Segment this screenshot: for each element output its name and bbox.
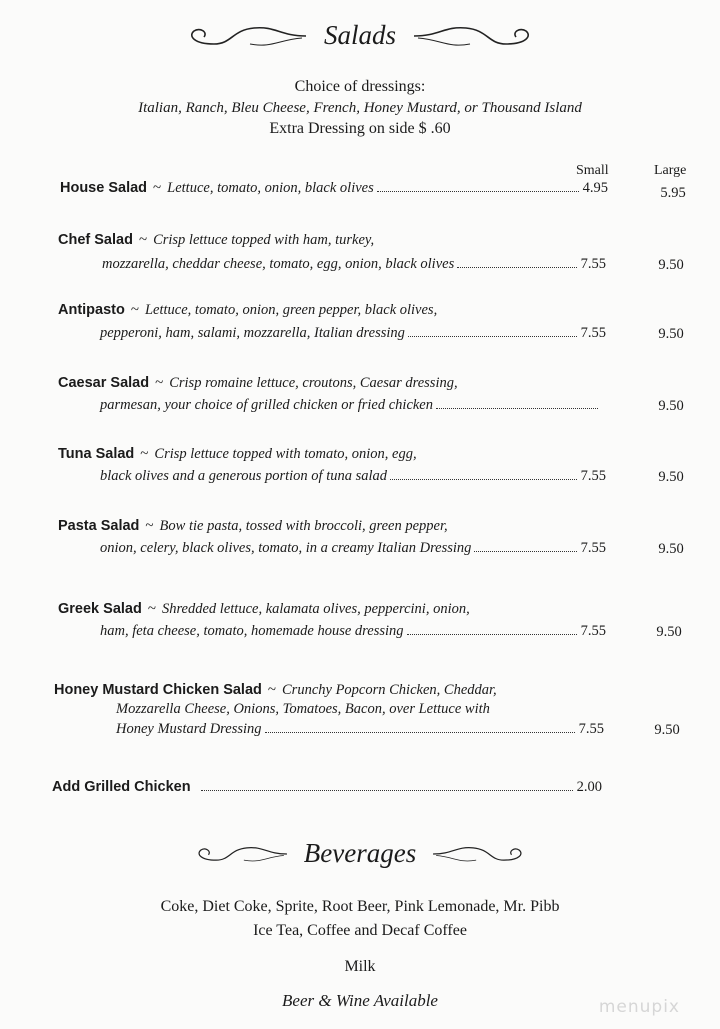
item-name: Add Grilled Chicken bbox=[52, 779, 191, 795]
dressings-list: Italian, Ranch, Bleu Cheese, French, Honey Mustard, or Thousand Island bbox=[138, 100, 582, 116]
price-large: 9.50 bbox=[658, 541, 684, 557]
item-name: Pasta Salad bbox=[58, 518, 140, 534]
leader-dots bbox=[201, 790, 573, 791]
leader-dots bbox=[407, 634, 577, 635]
item-description-cont: ham, feta cheese, tomato, homemade house dressing bbox=[100, 623, 404, 639]
item-name: Greek Salad bbox=[58, 601, 142, 617]
item-name: Tuna Salad bbox=[58, 446, 135, 462]
item-name: Honey Mustard Chicken Salad bbox=[54, 682, 262, 698]
item-separator: ~ bbox=[140, 446, 149, 462]
right-flourish-ornament bbox=[410, 22, 540, 50]
item-description: Lettuce, tomato, onion, black olives bbox=[167, 180, 374, 196]
leader-dots bbox=[436, 408, 598, 409]
leader-dots bbox=[408, 336, 577, 337]
item-separator: ~ bbox=[138, 232, 148, 248]
leader-dots bbox=[457, 267, 576, 268]
price-small: 7.55 bbox=[580, 325, 606, 341]
item-name: Chef Salad bbox=[58, 232, 133, 248]
item-description: Lettuce, tomato, onion, green pepper, black olives, bbox=[144, 302, 438, 318]
price-small: 4.95 bbox=[582, 180, 608, 196]
item-name: House Salad bbox=[60, 180, 148, 196]
price-large: 5.95 bbox=[660, 185, 686, 201]
watermark: menupix bbox=[598, 997, 680, 1017]
item-description-cont: mozzarella, cheddar cheese, tomato, egg, onion, black olives bbox=[102, 256, 455, 272]
item-description-cont: black olives and a generous portion of tuna salad bbox=[100, 468, 388, 484]
right-flourish-ornament bbox=[430, 840, 530, 868]
extra-dressing-note: Extra Dressing on side $ .60 bbox=[269, 120, 451, 137]
price-small: 7.55 bbox=[580, 256, 606, 272]
item-separator: ~ bbox=[145, 518, 154, 534]
beverages-title: Beverages bbox=[303, 838, 417, 868]
price-small: 7.55 bbox=[580, 468, 606, 484]
item-description: Crisp lettuce topped with tomato, onion, egg, bbox=[154, 446, 417, 462]
price-large: 9.50 bbox=[656, 624, 682, 640]
column-small: Small bbox=[576, 163, 609, 178]
item-description-cont: onion, celery, black olives, tomato, in a creamy Italian Dressing bbox=[100, 540, 472, 556]
price-small: 7.55 bbox=[580, 623, 606, 639]
salads-heading bbox=[0, 20, 720, 51]
item-name: Caesar Salad bbox=[58, 375, 150, 391]
item-separator: ~ bbox=[155, 375, 164, 391]
price-large: 9.50 bbox=[654, 722, 680, 738]
item-description: Bow tie pasta, tossed with broccoli, green pepper, bbox=[159, 518, 448, 534]
item-separator: ~ bbox=[153, 180, 162, 196]
beverages-line-beer-wine: Beer & Wine Available bbox=[282, 991, 438, 1010]
dressings-label: Choice of dressings: bbox=[294, 78, 426, 95]
price-large: 9.50 bbox=[658, 257, 684, 273]
item-description-cont: Mozzarella Cheese, Onions, Tomatoes, Bacon, over Lettuce with bbox=[116, 701, 490, 717]
price-large: 9.50 bbox=[658, 469, 684, 485]
item-separator: ~ bbox=[267, 682, 277, 698]
left-flourish-ornament bbox=[190, 840, 290, 868]
price-small: 7.55 bbox=[578, 721, 604, 737]
item-description-cont: pepperoni, ham, salami, mozzarella, Italian dressing bbox=[100, 325, 405, 341]
price-large: 9.50 bbox=[658, 326, 684, 342]
leader-dots bbox=[377, 191, 579, 192]
item-description-cont: parmesan, your choice of grilled chicken or fried chicken bbox=[100, 397, 433, 413]
price-large: 9.50 bbox=[658, 398, 684, 414]
item-description: Crunchy Popcorn Chicken, Cheddar, bbox=[282, 682, 497, 698]
item-description-cont: Honey Mustard Dressing bbox=[116, 721, 262, 737]
beverages-line-milk: Milk bbox=[344, 958, 376, 975]
beverages-heading bbox=[0, 838, 720, 869]
price-small: 2.00 bbox=[576, 779, 602, 795]
column-large: Large bbox=[654, 163, 687, 178]
item-description: Shredded lettuce, kalamata olives, peppercini, onion, bbox=[161, 601, 470, 617]
leader-dots bbox=[474, 551, 576, 552]
price-small: 7.55 bbox=[580, 540, 606, 556]
beverages-line-sodas: Coke, Diet Coke, Sprite, Root Beer, Pink Lemonade, Mr. Pibb bbox=[160, 898, 560, 915]
menu-item-add-grilled-chicken bbox=[52, 779, 602, 796]
item-description: Crisp lettuce topped with ham, turkey, bbox=[153, 232, 375, 248]
salads-title: Salads bbox=[323, 20, 396, 50]
item-separator: ~ bbox=[130, 302, 139, 318]
item-separator: ~ bbox=[147, 601, 156, 617]
left-flourish-ornament bbox=[180, 22, 310, 50]
leader-dots bbox=[390, 479, 577, 480]
item-description: Crisp romaine lettuce, croutons, Caesar dressing, bbox=[169, 375, 458, 391]
item-name: Antipasto bbox=[58, 302, 125, 318]
beverages-line-coffee: Ice Tea, Coffee and Decaf Coffee bbox=[253, 922, 467, 939]
leader-dots bbox=[265, 732, 575, 733]
